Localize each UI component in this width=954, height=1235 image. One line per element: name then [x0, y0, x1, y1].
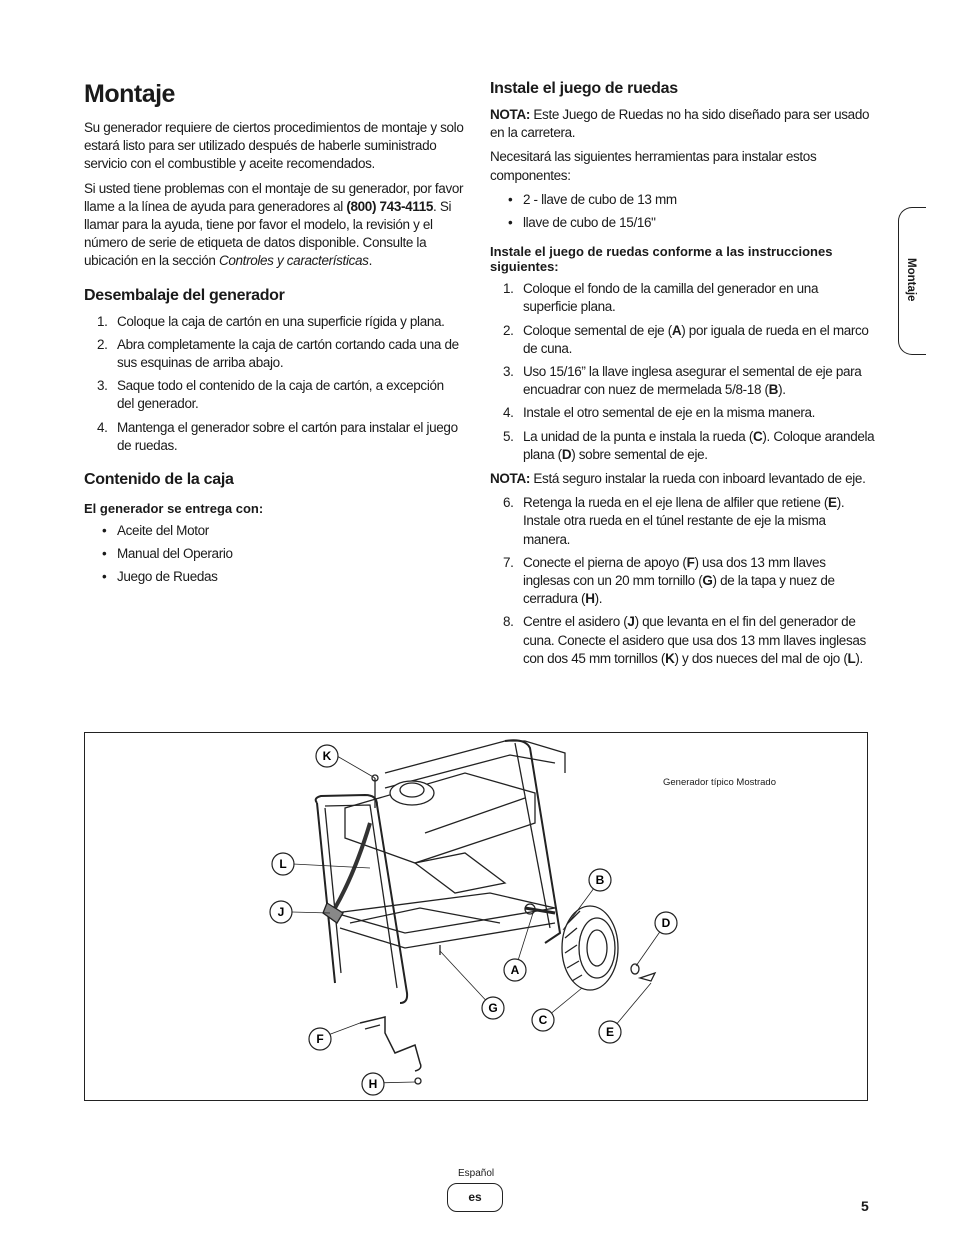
callout-G	[482, 997, 504, 1019]
list-item-text: Conecte el pierna de apoyo (F) usa dos 13 mm llaves inglesas con un 20 mm tornillo (G) de la tapa y nuez de cerradura (H).	[523, 554, 835, 607]
list-item-text: Uso 15/16” la llave inglesa asegurar el semental de eje para encuadrar con nuez de mermelada 5/8-18 (B).	[523, 364, 862, 398]
note-1-label: NOTA:	[490, 107, 530, 122]
step-number: 1.	[97, 313, 108, 329]
section-side-tab	[898, 207, 926, 355]
install-step	[490, 280, 875, 316]
callout-G-label: G	[488, 1001, 498, 1015]
language-badge: es	[447, 1183, 503, 1212]
list-item-text: La unidad de la punta e instala la rueda (C). Coloque arandela plana (D) sobre semental de eje.	[523, 428, 875, 462]
callout-E	[599, 1021, 621, 1043]
step-number: 3.	[503, 364, 514, 380]
list-item-text: Abra completamente la caja de cartón cortando cada una de sus esquinas de arriba abajo.	[117, 336, 459, 371]
install-step	[490, 363, 875, 399]
contents-list	[84, 522, 464, 587]
tools-list	[490, 191, 875, 232]
bullet: •	[102, 569, 107, 585]
intro-text-c: .	[368, 253, 372, 269]
unpack-step	[84, 419, 464, 455]
list-item-text: Retenga la rueda en el eje llena de alfiler que retiene (E). Instale otra rueda en el túnel restante de eje la misma manera.	[523, 495, 845, 547]
callout-B-label: B	[595, 873, 605, 887]
install-step	[490, 404, 875, 422]
note-2-text: Está seguro instalar la rueda con inboard levantado de eje.	[530, 471, 866, 487]
bullet: •	[102, 546, 107, 562]
callout-D-label: D	[661, 916, 671, 930]
unpack-step	[84, 377, 464, 413]
list-item-text: Centre el asidero (J) que levanta en el fin del generador de cuna. Conecte el asidero que usa dos 13 mm llaves inglesas con dos 45 mm tornillos (K) y dos nueces del mal de ojo (L).	[523, 614, 866, 666]
list-item-text: Coloque la caja de cartón en una superficie rígida y plana.	[117, 313, 445, 329]
helpline-phone: (800) 743-4115	[346, 198, 434, 214]
note-2-label: NOTA:	[490, 471, 530, 487]
list-item-text: Coloque semental de eje (A) por iguala de rueda en el marco de cuna.	[523, 322, 869, 356]
callout-C	[532, 1009, 554, 1031]
right-column	[490, 80, 875, 674]
left-column	[84, 80, 464, 593]
assembly-figure	[84, 732, 868, 1101]
note-1	[490, 106, 875, 142]
note-2	[490, 470, 875, 488]
figure-caption: Generador típico Mostrado	[663, 777, 777, 788]
contents-item	[84, 568, 464, 586]
callout-B	[589, 869, 611, 891]
list-item-text: 2 - llave de cubo de 13 mm	[523, 191, 677, 207]
step-number: 2.	[97, 336, 108, 352]
unpack-heading: Desembalaje del generador	[84, 286, 285, 304]
callout-F-label: F	[316, 1032, 324, 1046]
contents-item	[84, 522, 464, 540]
install-step	[490, 494, 875, 549]
contents-heading: Contenido de la caja	[84, 471, 234, 489]
install-steps-list-b	[490, 494, 875, 668]
contents-subheading: El generador se entrega con:	[84, 501, 264, 517]
step-number: 5.	[503, 428, 514, 444]
intro-paragraph-1: Su generador requiere de ciertos procedimientos de montaje y solo estará listo para ser utilizado después de haberle suministrado servicio con el combustible y aceite recomendados.	[84, 120, 464, 172]
install-step	[490, 554, 875, 609]
unpack-steps-list	[84, 313, 464, 455]
step-number: 1.	[503, 281, 514, 297]
callout-H-label: H	[368, 1077, 378, 1091]
tools-intro: Necesitará las siguientes herramientas para instalar estos componentes:	[490, 149, 817, 183]
wheel-kit-heading: Instale el juego de ruedas	[490, 80, 678, 97]
unpack-step	[84, 336, 464, 372]
page-title: Montaje	[84, 80, 175, 108]
list-item-text: Instale el otro semental de eje en la misma manera.	[523, 405, 816, 421]
list-item-text: Juego de Ruedas	[117, 569, 218, 585]
callout-A-label: A	[510, 963, 520, 977]
callout-A	[504, 959, 526, 981]
callout-C-label: C	[538, 1013, 548, 1027]
intro-text-b: . Si llamar para la ayuda, tiene por favor el modelo, la revisión y el número de serie de etiqueta de datos disponible. Consulte la ubicación en la sección	[84, 198, 452, 269]
step-number: 2.	[503, 322, 514, 338]
note-1-text: Este Juego de Ruedas no ha sido diseñado para ser usado en la carretera.	[490, 107, 870, 141]
bullet: •	[508, 191, 513, 207]
list-item-text: Manual del Operario	[117, 546, 233, 562]
install-step	[490, 322, 875, 358]
step-number: 3.	[97, 378, 108, 394]
callout-H	[362, 1073, 384, 1095]
step-number: 6.	[503, 495, 514, 511]
callout-K	[316, 745, 338, 767]
intro-text-a: Si usted tiene problemas con el montaje de su generador, por favor llame a la línea de ayuda para generadores al	[84, 180, 464, 214]
section-reference: Controles y características	[218, 253, 369, 269]
unpack-step	[84, 313, 464, 331]
list-item-text: Coloque el fondo de la camilla del generador en una superficie plana.	[523, 281, 819, 315]
page-number: 5	[861, 1198, 869, 1214]
tool-item	[490, 214, 875, 232]
callout-L-label: L	[279, 857, 287, 871]
callout-E-label: E	[605, 1025, 615, 1039]
instructions-heading: Instale el juego de ruedas conforme a las instrucciones siguientes:	[490, 244, 833, 275]
list-item-text: Mantenga el generador sobre el cartón para instalar el juego de ruedas.	[117, 419, 458, 453]
tool-item	[490, 191, 875, 209]
list-item-text: Aceite del Motor	[117, 523, 209, 539]
callout-D	[655, 912, 677, 934]
step-number: 7.	[503, 554, 514, 570]
list-item-text: llave de cubo de 15/16"	[523, 215, 656, 231]
callout-F	[309, 1028, 331, 1050]
generator-wheel-kit-diagram	[85, 733, 869, 1102]
list-item-text: Saque todo el contenido de la caja de cartón, a excepción del generador.	[117, 378, 444, 412]
intro-paragraph-2	[84, 180, 464, 271]
side-tab-label: Montaje	[905, 258, 917, 302]
contents-item	[84, 545, 464, 563]
step-number: 4.	[503, 405, 514, 421]
install-steps-list-a	[490, 280, 875, 464]
step-number: 4.	[97, 419, 108, 435]
language-label: Español	[458, 1168, 495, 1179]
install-step	[490, 613, 875, 668]
callout-J-label: J	[277, 905, 285, 919]
bullet: •	[102, 523, 107, 539]
callout-J	[270, 901, 292, 923]
step-number: 8.	[503, 614, 514, 630]
install-step	[490, 428, 875, 464]
bullet: •	[508, 215, 513, 231]
callout-K-label: K	[322, 749, 332, 763]
callout-L	[272, 853, 294, 875]
